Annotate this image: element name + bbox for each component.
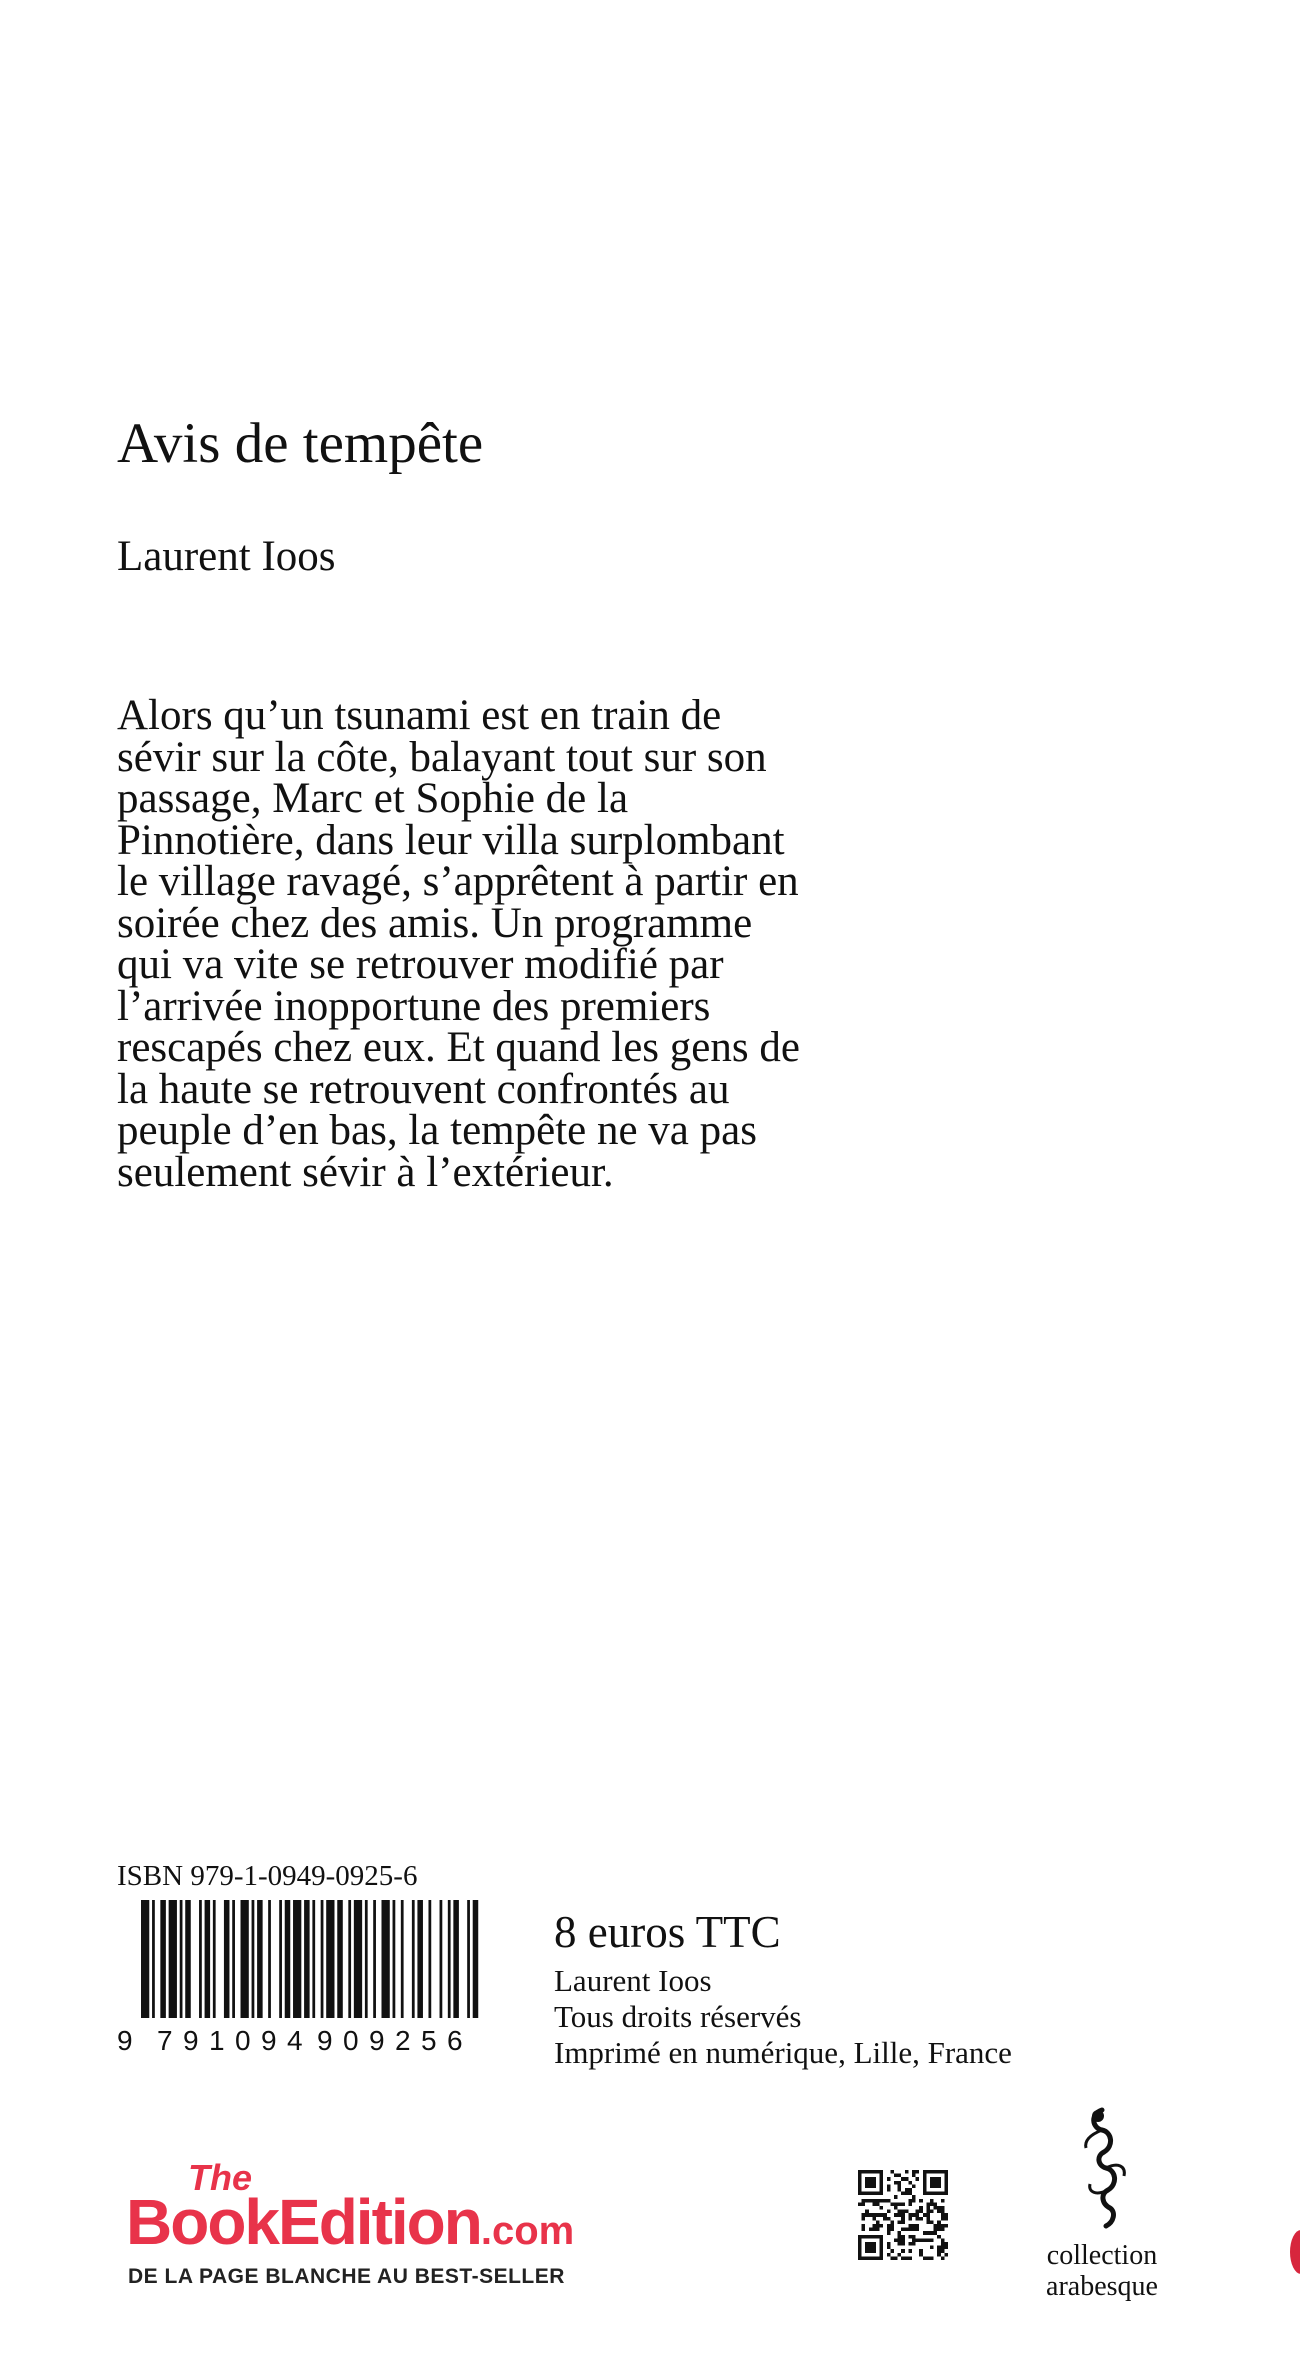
barcode-digit: 6: [447, 2025, 463, 2055]
book-blurb: [117, 692, 977, 1196]
qr-module: [898, 2242, 902, 2246]
rights-line: Tous droits réservés: [554, 1999, 802, 2034]
qr-code-icon: [858, 2170, 948, 2260]
barcode-digit: 4: [287, 2025, 303, 2055]
qr-module: [912, 2184, 916, 2188]
qr-module: [869, 2199, 873, 2203]
qr-module: [926, 2238, 930, 2242]
logo-tagline: DE LA PAGE BLANCHE AU BEST-SELLER: [128, 2265, 565, 2288]
qr-module: [887, 2224, 891, 2228]
qr-module: [901, 2238, 905, 2242]
qr-module: [916, 2238, 920, 2242]
qr-module: [926, 2231, 930, 2235]
blurb-line: passage, Marc et Sophie de la: [117, 775, 629, 822]
qr-module: [887, 2199, 891, 2203]
barcode-bar: [467, 1900, 470, 2018]
qr-module: [865, 2177, 876, 2188]
qr-module: [912, 2199, 916, 2203]
qr-module: [862, 2213, 866, 2217]
qr-module: [898, 2213, 902, 2217]
qr-module: [937, 2224, 941, 2228]
qr-module: [890, 2220, 894, 2224]
qr-module: [898, 2231, 902, 2235]
qr-module: [934, 2224, 938, 2228]
qr-module: [919, 2249, 923, 2253]
qr-module: [916, 2224, 920, 2228]
qr-module: [898, 2220, 902, 2224]
blurb-line: sévir sur la côte, balayant tout sur son: [117, 733, 767, 781]
qr-module: [926, 2217, 930, 2221]
qr-module: [887, 2184, 891, 2188]
qr-module: [898, 2184, 902, 2188]
barcode-digit: 0: [235, 2025, 251, 2055]
barcode-bar: [326, 1900, 334, 2018]
qr-module: [941, 2242, 945, 2246]
logo-brand-text: BookEditi: [126, 2186, 407, 2258]
barcode-bar: [393, 1900, 396, 2018]
barcode-bar: [304, 1900, 310, 2018]
qr-module: [908, 2188, 912, 2192]
qr-module: [890, 2224, 894, 2228]
barcode-bar: [417, 1900, 423, 2018]
qr-module: [898, 2238, 902, 2242]
qr-module: [876, 2202, 880, 2206]
logo-brand-o: o: [406, 2186, 444, 2258]
qr-module: [872, 2228, 876, 2232]
printing-line: Imprimé en numérique, Lille, France: [554, 2035, 1012, 2070]
barcode-bar: [293, 1900, 301, 2018]
barcode-bar: [312, 1900, 315, 2018]
barcode-bar: [337, 1900, 343, 2018]
qr-module: [926, 2202, 930, 2206]
qr-module: [865, 2199, 869, 2203]
qr-module: [901, 2256, 905, 2260]
book-author: Laurent Ioos: [117, 533, 336, 580]
qr-module: [944, 2253, 948, 2257]
blurb-line: la haute se retrouvent confrontés au: [117, 1065, 730, 1113]
logo-brand: [126, 2186, 575, 2258]
barcode-bar: [141, 1900, 149, 2018]
qr-module: [934, 2206, 938, 2210]
isbn-barcode: [117, 1900, 489, 2055]
blurb-line: seulement sévir à l’extérieur.: [117, 1148, 614, 1196]
qr-module: [934, 2231, 938, 2235]
qr-module: [872, 2202, 876, 2206]
qr-module: [937, 2249, 941, 2253]
blurb-line: qui va vite se retrouver modifié par: [117, 941, 724, 988]
barcode-bar: [257, 1900, 263, 2018]
qr-module: [912, 2242, 916, 2246]
qr-module: [916, 2213, 920, 2217]
qr-module: [898, 2181, 902, 2185]
qr-module: [919, 2238, 923, 2242]
qr-module: [898, 2210, 902, 2214]
qr-module: [898, 2188, 902, 2192]
qr-module: [919, 2206, 923, 2210]
barcode-bar: [205, 1900, 211, 2018]
author-line: Laurent Ioos: [554, 1963, 712, 1998]
qr-module: [912, 2170, 916, 2174]
price: 8 euros TTC: [554, 1907, 781, 1957]
qr-module: [941, 2206, 945, 2210]
qr-module: [908, 2235, 912, 2239]
qr-module: [926, 2206, 930, 2210]
blurb-line: peuple d’en bas, la tempête ne va pas: [117, 1107, 757, 1154]
qr-module: [908, 2217, 912, 2221]
qr-module: [926, 2220, 930, 2224]
qr-module: [930, 2210, 934, 2214]
qr-module: [898, 2235, 902, 2239]
qr-module: [908, 2199, 912, 2203]
barcode-bar: [473, 1900, 479, 2018]
barcode-bar: [428, 1900, 431, 2018]
qr-module: [937, 2228, 941, 2232]
barcode-bar: [321, 1900, 324, 2018]
arabesque-ornament-icon: [1062, 2104, 1142, 2234]
barcode-bar: [224, 1900, 230, 2018]
qr-module: [908, 2192, 912, 2196]
barcode-digit: 9: [261, 2025, 277, 2055]
qr-module: [941, 2224, 945, 2228]
barcode-bar: [440, 1900, 443, 2018]
qr-module: [894, 2238, 898, 2242]
qr-module: [930, 2238, 934, 2242]
blurb-line: soirée chez des amis. Un programme: [117, 899, 753, 947]
barcode-digit: 9: [317, 2025, 333, 2055]
barcode-bar: [285, 1900, 291, 2018]
barcode-digit: 2: [395, 2025, 411, 2055]
barcode-bar: [381, 1900, 389, 2018]
qr-module: [941, 2238, 945, 2242]
qr-module: [858, 2202, 862, 2206]
barcode-bar: [348, 1900, 351, 2018]
blurb-line: rescapés chez eux. Et quand les gens de: [117, 1024, 800, 1071]
qr-module: [937, 2253, 941, 2257]
qr-module: [930, 2231, 934, 2235]
qr-module: [890, 2202, 894, 2206]
qr-module: [869, 2213, 873, 2217]
barcode-bar: [160, 1900, 166, 2018]
qr-module: [916, 2170, 920, 2174]
barcode-bar: [354, 1900, 362, 2018]
qr-module: [930, 2199, 934, 2203]
qr-module: [905, 2177, 909, 2181]
qr-module: [901, 2220, 905, 2224]
qr-module: [876, 2213, 880, 2217]
logo-brand-n: n: [443, 2186, 481, 2258]
logo-the: The: [188, 2157, 253, 2198]
qr-module: [905, 2192, 909, 2196]
qr-module: [905, 2188, 909, 2192]
qr-module: [937, 2246, 941, 2250]
qr-module: [890, 2249, 894, 2253]
qr-module: [930, 2202, 934, 2206]
qr-module: [916, 2228, 920, 2232]
qr-module: [880, 2206, 884, 2210]
qr-module: [898, 2253, 902, 2257]
qr-module: [944, 2246, 948, 2250]
barcode-bar: [453, 1900, 459, 2018]
qr-module: [876, 2224, 880, 2228]
qr-module: [880, 2213, 884, 2217]
qr-module: [890, 2170, 894, 2174]
qr-module: [872, 2199, 876, 2203]
qr-module: [908, 2181, 912, 2185]
qr-module: [894, 2206, 898, 2210]
qr-module: [905, 2210, 909, 2214]
qr-module: [901, 2242, 905, 2246]
qr-module: [901, 2213, 905, 2217]
qr-module: [872, 2217, 876, 2221]
qr-module: [872, 2224, 876, 2228]
isbn-label: ISBN 979-1-0949-0925-6: [117, 1860, 418, 1892]
qr-module: [887, 2217, 891, 2221]
qr-module: [941, 2213, 945, 2217]
qr-module: [912, 2195, 916, 2199]
qr-module: [862, 2228, 866, 2232]
qr-module: [944, 2217, 948, 2221]
qr-module: [890, 2256, 894, 2260]
barcode-bar: [169, 1900, 177, 2018]
qr-module: [865, 2210, 869, 2214]
bookedition-logo: [126, 2157, 726, 2300]
qr-module: [941, 2228, 945, 2232]
qr-module: [862, 2199, 866, 2203]
blurb-line: Pinnotière, dans leur villa surplombant: [117, 816, 785, 864]
barcode-bar: [180, 1900, 183, 2018]
qr-module: [930, 2246, 934, 2250]
qr-module: [941, 2210, 945, 2214]
qr-module: [923, 2256, 927, 2260]
barcode-bar: [213, 1900, 216, 2018]
qr-module: [934, 2228, 938, 2232]
qr-module: [898, 2202, 902, 2206]
qr-module: [908, 2242, 912, 2246]
qr-module: [869, 2228, 873, 2232]
collection-line-2: arabesque: [1046, 2271, 1158, 2302]
qr-module: [880, 2199, 884, 2203]
qr-module: [937, 2235, 941, 2239]
barcode-bar: [448, 1900, 451, 2018]
barcode-bar: [185, 1900, 191, 2018]
qr-module: [941, 2249, 945, 2253]
book-title: Avis de tempête: [117, 412, 484, 475]
qr-module: [923, 2213, 927, 2217]
qr-module: [937, 2220, 941, 2224]
qr-module: [901, 2210, 905, 2214]
qr-module: [883, 2199, 887, 2203]
qr-module: [930, 2177, 941, 2188]
barcode-bar: [232, 1900, 235, 2018]
qr-module: [887, 2246, 891, 2250]
collection-line-1: collection: [1046, 2240, 1158, 2271]
collection-label: [1032, 2240, 1172, 2302]
qr-module: [944, 2242, 948, 2246]
qr-module: [919, 2253, 923, 2257]
qr-module: [941, 2246, 945, 2250]
qr-module: [905, 2256, 909, 2260]
blurb-line: le village ravagé, s’apprêtent à partir en: [117, 858, 799, 905]
logo-dotcom: .com: [480, 2209, 575, 2253]
qr-module: [887, 2177, 891, 2181]
qr-module: [941, 2199, 945, 2203]
qr-module: [901, 2228, 905, 2232]
qr-module: [883, 2217, 887, 2221]
barcode-digit: 9: [369, 2025, 385, 2055]
qr-module: [926, 2213, 930, 2217]
barcode-bar: [412, 1900, 415, 2018]
qr-module: [865, 2213, 869, 2217]
qr-module: [912, 2213, 916, 2217]
barcode-bar: [401, 1900, 404, 2018]
qr-module: [883, 2213, 887, 2217]
qr-module: [872, 2213, 876, 2217]
publication-info: [554, 1907, 1012, 2071]
qr-module: [912, 2224, 916, 2228]
qr-module: [923, 2238, 927, 2242]
qr-module: [901, 2177, 905, 2181]
qr-module: [898, 2174, 902, 2178]
qr-module: [901, 2202, 905, 2206]
qr-module: [887, 2242, 891, 2246]
qr-module: [908, 2202, 912, 2206]
qr-module: [926, 2210, 930, 2214]
qr-module: [941, 2217, 945, 2221]
qr-module: [930, 2256, 934, 2260]
qr-module: [919, 2210, 923, 2214]
qr-module: [944, 2224, 948, 2228]
qr-module: [908, 2213, 912, 2217]
qr-module: [887, 2253, 891, 2257]
qr-module: [934, 2202, 938, 2206]
qr-module: [901, 2235, 905, 2239]
qr-module: [912, 2238, 916, 2242]
blurb-line: l’arrivée inopportune des premiers: [117, 982, 711, 1030]
qr-module: [865, 2242, 876, 2253]
qr-module: [862, 2224, 866, 2228]
qr-module: [894, 2195, 898, 2199]
barcode-graphic: [117, 1900, 489, 2055]
qr-module: [880, 2224, 884, 2228]
qr-module: [901, 2217, 905, 2221]
barcode-bar: [279, 1900, 282, 2018]
qr-module: [908, 2256, 912, 2260]
barcode-bar: [268, 1900, 271, 2018]
qr-module: [919, 2199, 923, 2203]
qr-module: [912, 2174, 916, 2178]
qr-module: [912, 2235, 916, 2239]
blurb-line: Alors qu’un tsunami est en train de: [117, 692, 722, 739]
qr-module: [944, 2213, 948, 2217]
qr-module: [901, 2192, 905, 2196]
qr-module: [905, 2170, 909, 2174]
qr-module: [894, 2174, 898, 2178]
qr-module: [908, 2224, 912, 2228]
qr-module: [876, 2220, 880, 2224]
qr-module: [890, 2228, 894, 2232]
qr-module: [937, 2210, 941, 2214]
barcode-bar: [373, 1900, 376, 2018]
qr-module: [887, 2188, 891, 2192]
qr-module: [887, 2228, 891, 2232]
qr-module: [887, 2210, 891, 2214]
edge-mark: [1290, 2230, 1300, 2274]
qr-module: [937, 2206, 941, 2210]
qr-module: [926, 2256, 930, 2260]
qr-module: [916, 2217, 920, 2221]
qr-module: [908, 2249, 912, 2253]
barcode-digit: 0: [343, 2025, 359, 2055]
barcode-digit: 9: [183, 2025, 199, 2055]
barcode-bar: [241, 1900, 249, 2018]
qr-module: [923, 2231, 927, 2235]
barcode-bar: [199, 1900, 202, 2018]
qr-module: [916, 2210, 920, 2214]
qr-module: [894, 2181, 898, 2185]
barcode-digit: 7: [157, 2025, 173, 2055]
barcode-digit: 5: [421, 2025, 437, 2055]
qr-module: [862, 2202, 866, 2206]
qr-module: [862, 2217, 866, 2221]
qr-module: [919, 2217, 923, 2221]
qr-module: [894, 2202, 898, 2206]
barcode-bar: [252, 1900, 255, 2018]
qr-module: [894, 2213, 898, 2217]
barcode-digit: 1: [209, 2025, 225, 2055]
qr-module: [901, 2249, 905, 2253]
barcode-bar: [365, 1900, 368, 2018]
qr-module: [887, 2231, 891, 2235]
qr-module: [912, 2228, 916, 2232]
qr-module: [930, 2220, 934, 2224]
qr-module: [905, 2228, 909, 2232]
qr-module: [894, 2256, 898, 2260]
barcode-bar: [152, 1900, 155, 2018]
qr-module: [908, 2228, 912, 2232]
qr-module: [941, 2256, 945, 2260]
qr-module: [876, 2199, 880, 2203]
barcode-digit: 9: [117, 2025, 133, 2055]
qr-module: [876, 2228, 880, 2232]
qr-module: [916, 2177, 920, 2181]
